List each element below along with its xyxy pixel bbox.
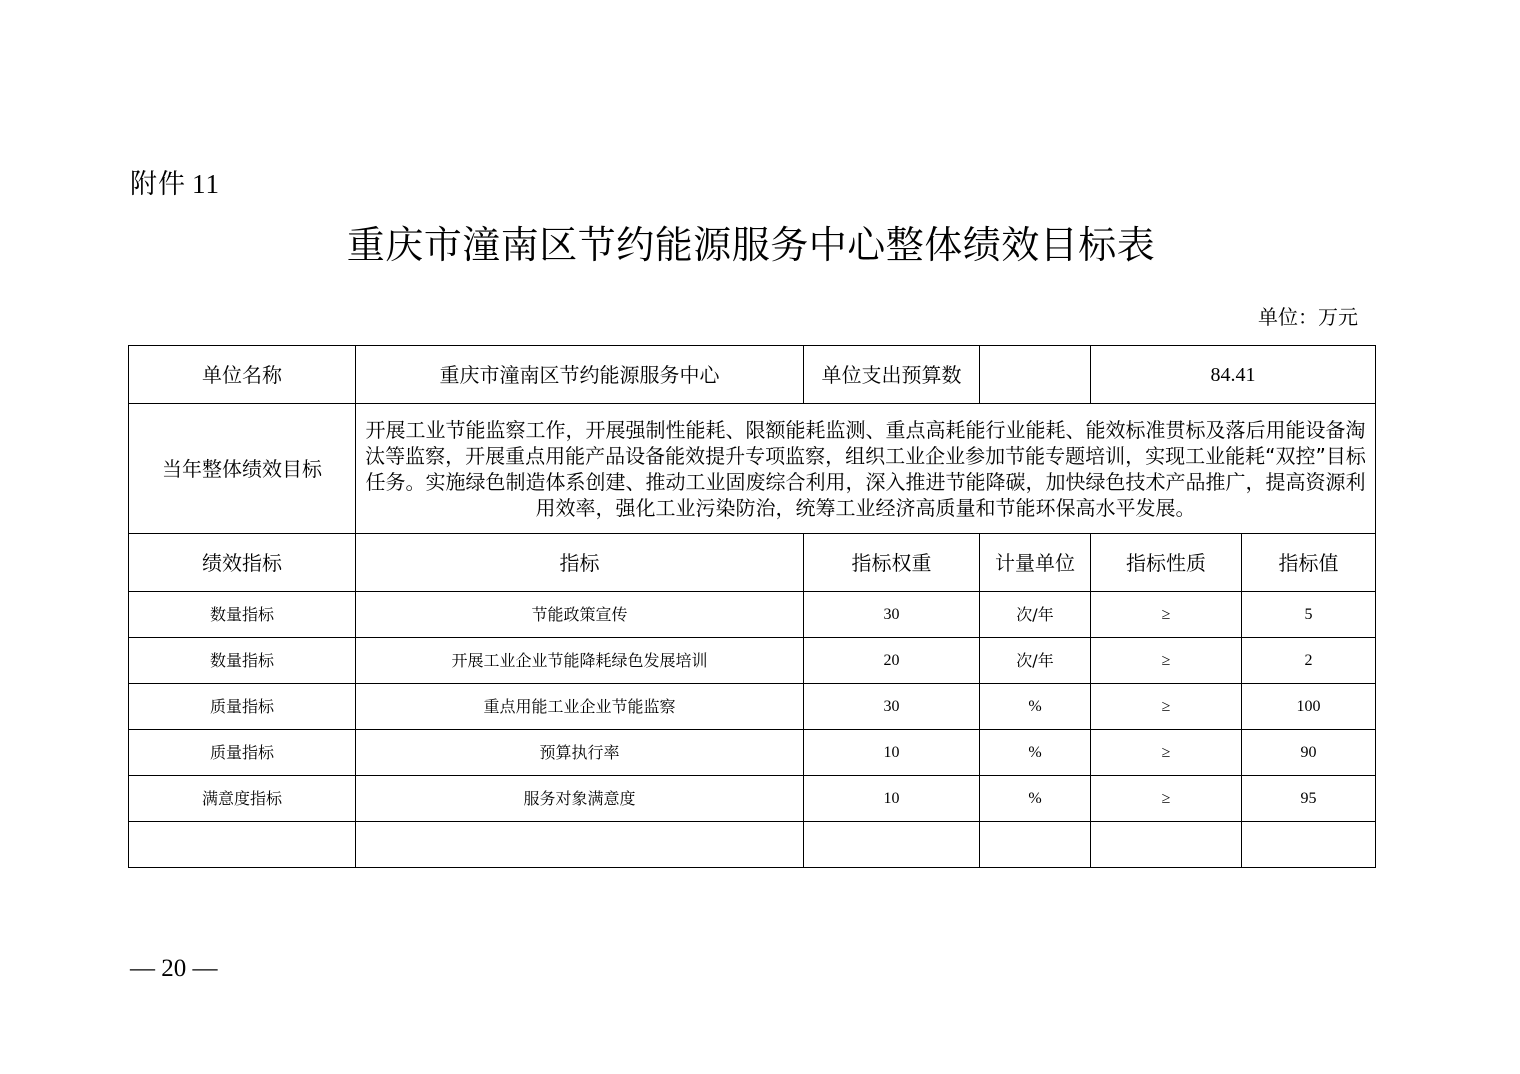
- row-weight: 10: [804, 776, 980, 822]
- row-indicator: 预算执行率: [356, 730, 804, 776]
- empty-cell: [1091, 822, 1242, 868]
- goal-label: 当年整体绩效目标: [129, 404, 356, 534]
- performance-table: [128, 345, 1376, 868]
- row-nature: ≥: [1091, 730, 1242, 776]
- row-category: 质量指标: [129, 730, 356, 776]
- row-nature: ≥: [1091, 776, 1242, 822]
- row-unit: %: [980, 684, 1091, 730]
- row-weight: 30: [804, 684, 980, 730]
- row-weight: 10: [804, 730, 980, 776]
- row-nature: ≥: [1091, 592, 1242, 638]
- budget-blank-cell: [980, 346, 1091, 404]
- row-weight: 20: [804, 638, 980, 684]
- row-value: 100: [1242, 684, 1376, 730]
- col-header-unit: 计量单位: [980, 534, 1091, 592]
- row-indicator: 服务对象满意度: [356, 776, 804, 822]
- attachment-text: 附件: [130, 169, 186, 200]
- column-header-row: [129, 534, 1376, 592]
- empty-cell: [1242, 822, 1376, 868]
- table-row: [129, 684, 1376, 730]
- row-value: 95: [1242, 776, 1376, 822]
- empty-row: [129, 822, 1376, 868]
- row-category: 满意度指标: [129, 776, 356, 822]
- row-value: 90: [1242, 730, 1376, 776]
- attachment-number: 11: [192, 169, 220, 199]
- row-nature: ≥: [1091, 684, 1242, 730]
- budget-value: 84.41: [1091, 346, 1376, 404]
- table-row: [129, 638, 1376, 684]
- table-row: [129, 776, 1376, 822]
- page-number: — 20 —: [130, 955, 218, 982]
- row-category: 数量指标: [129, 592, 356, 638]
- unit-label: 单位：万元: [1258, 305, 1358, 329]
- budget-label: 单位支出预算数: [804, 346, 980, 404]
- unit-name-label: 单位名称: [129, 346, 356, 404]
- row-unit: 次/年: [980, 592, 1091, 638]
- empty-cell: [356, 822, 804, 868]
- unit-info-row: [129, 346, 1376, 404]
- unit-name-value: 重庆市潼南区节约能源服务中心: [356, 346, 804, 404]
- row-indicator: 开展工业企业节能降耗绿色发展培训: [356, 638, 804, 684]
- row-category: 质量指标: [129, 684, 356, 730]
- row-nature: ≥: [1091, 638, 1242, 684]
- row-indicator: 节能政策宣传: [356, 592, 804, 638]
- row-unit: %: [980, 776, 1091, 822]
- row-value: 5: [1242, 592, 1376, 638]
- row-weight: 30: [804, 592, 980, 638]
- empty-cell: [980, 822, 1091, 868]
- table-row: [129, 592, 1376, 638]
- col-header-indicator: 指标: [356, 534, 804, 592]
- table-row: [129, 730, 1376, 776]
- row-category: 数量指标: [129, 638, 356, 684]
- empty-cell: [129, 822, 356, 868]
- page-title: 重庆市潼南区节约能源服务中心整体绩效目标表: [346, 223, 1156, 267]
- row-unit: %: [980, 730, 1091, 776]
- row-value: 2: [1242, 638, 1376, 684]
- row-unit: 次/年: [980, 638, 1091, 684]
- col-header-weight: 指标权重: [804, 534, 980, 592]
- goal-row: [129, 404, 1376, 534]
- col-header-category: 绩效指标: [129, 534, 356, 592]
- attachment-label: [130, 168, 220, 201]
- col-header-nature: 指标性质: [1091, 534, 1242, 592]
- col-header-value: 指标值: [1242, 534, 1376, 592]
- row-indicator: 重点用能工业企业节能监察: [356, 684, 804, 730]
- empty-cell: [804, 822, 980, 868]
- goal-text: 开展工业节能监察工作，开展强制性能耗、限额能耗监测、重点高耗能行业能耗、能效标准贯标及落后用能设备淘汰等监察，开展重点用能产品设备能效提升专项监察，组织工业企业参加节能专题培训，实现工业能耗“双控”目标任务。实施绿色制造体系创建、推动工业固废综合利用，深入推进节能降碳，加快绿色技术产品推广，提高资源利用效率，强化工业污染防治，统筹工业经济高质量和节能环保高水平发展。: [356, 404, 1376, 534]
